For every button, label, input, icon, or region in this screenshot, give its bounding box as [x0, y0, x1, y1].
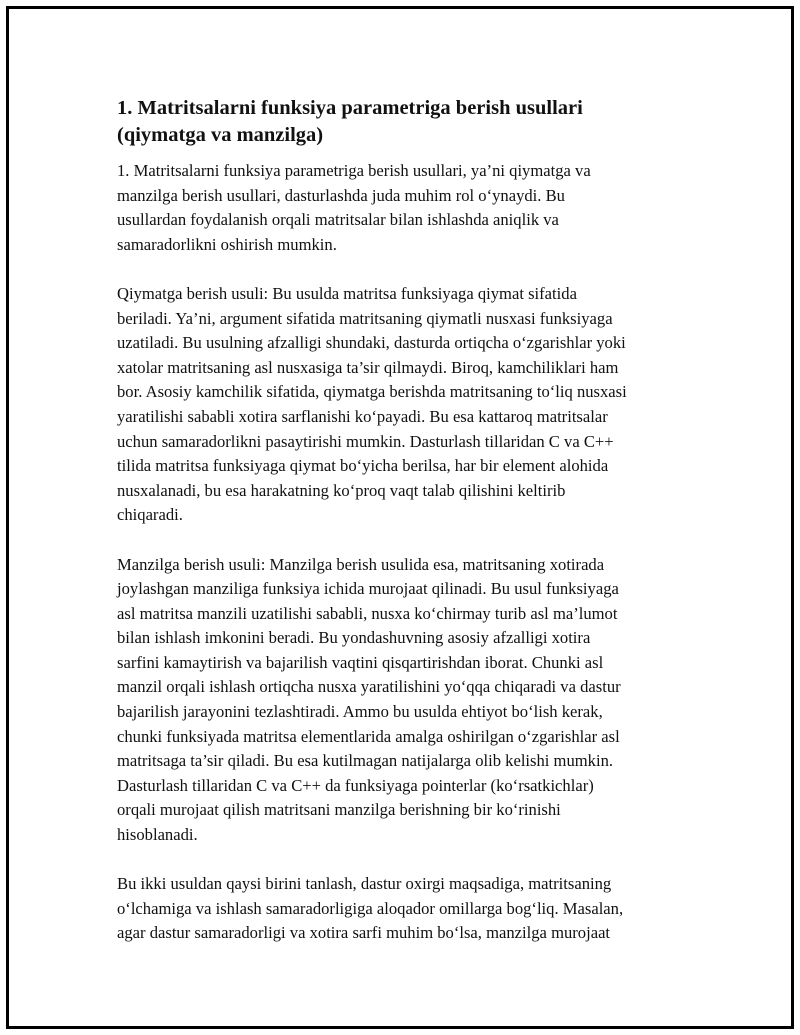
- paragraph-conclusion: Bu ikki usuldan qaysi birini tanlash, dastur oxirgi maqsadiga, matritsaning o‘lchamiga va ishlash samaradorligiga aloqador omillarga bog‘liq. Masalan, agar dastur samaradorligi va xotira sarfi muhim bo‘lsa, manzilga murojaat: [117, 874, 624, 943]
- paragraph-intro: 1. Matritsalarni funksiya parametriga berish usullari, ya’ni qiymatga va manzilga berish usullari, dasturlashda juda muhim rol o‘ynaydi. Bu usullardan foydalanish orqali matritsalar bilan ishlashda aniqlik va samaradorlikni oshirish mumkin.: [117, 161, 591, 254]
- paragraph-by-value: Qiymatga berish usuli: Bu usulda matritsa funksiyaga qiymat sifatida beriladi. Ya’ni, argument sifatida matritsaning qiymatli nusxasi funksiyaga uzatiladi. Bu usulning afzalligi shundaki, dasturda ortiqcha o‘zgarishlar yoki xatolar matritsaning asl nusxasiga ta’sir qilmaydi. Biroq, kamchiliklari ham bor. Asosiy kamchilik sifatida, qiymatga berishda matritsaning to‘liq nusxasi yaratilishi sababli xotira sarflanishi ko‘payadi. Bu esa kattaroq matritsalar uchun samaradorlikni pasaytirishi mumkin. Dasturlash tillaridan C va C++ tilida matritsa funksiyaga qiymat bo‘yicha berilsa, har bir element alohida nusxalanadi, bu esa harakatning ko‘proq vaqt talab qilishini keltirib chiqaradi.: [117, 283, 627, 525]
- section-heading: 1. Matritsalarni funksiya parametriga berish usullari (qiymatga va manzilga): [117, 97, 583, 146]
- paragraph-by-reference: Manzilga berish usuli: Manzilga berish usulida esa, matritsaning xotirada joylashgan manziliga funksiya ichida murojaat qilinadi. Bu usul funksiyaga asl matritsa manzili uzatilishi sababli, nusxa ko‘chirmay turib asl ma’lumot bilan ishlash imkonini beradi. Bu yondashuvning asosiy afzalligi xotira sarfini kamaytirish va bajarilish vaqtini qisqartirishdan iborat. Chunki asl manzil orqali ishlash ortiqcha nusxa yaratilishini yo‘qqa chiqaradi va dastur bajarilish jarayonini tezlashtiradi. Ammo bu usulda ehtiyot bo‘lish kerak, chunki funksiyada matritsa elementlarida amalga oshirilgan o‘zgarishlar asl matritsaga ta’sir qiladi. Bu esa kutilmagan natijalarga olib kelishi mumkin. Dasturlash tillaridan C va C++ da funksiyaga pointerlar (ko‘rsatkichlar) orqali murojaat qilish matritsani manzilga berishning bir ko‘rinishi hisoblanadi.: [117, 554, 621, 845]
- document-body: [117, 95, 687, 971]
